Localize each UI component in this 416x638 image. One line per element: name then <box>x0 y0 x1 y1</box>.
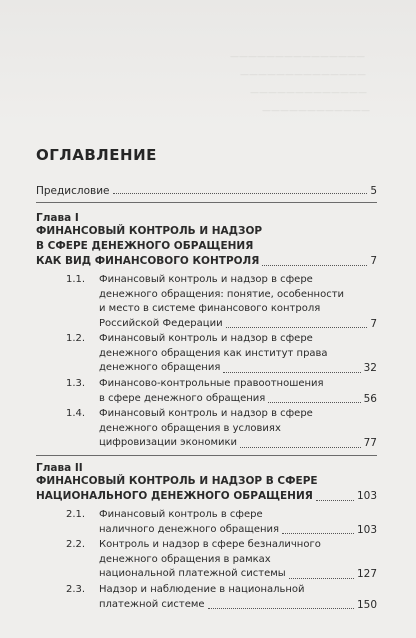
chapter-title[interactable] <box>36 224 377 269</box>
section-line: Финансовый контроль и надзор в сфере <box>99 333 313 344</box>
entry-page: 150 <box>356 598 377 611</box>
dot-leader <box>282 533 354 534</box>
section-line: Финансовый контроль в сфере <box>99 509 263 520</box>
section-number: 2.1. <box>66 509 86 520</box>
dot-leader <box>289 578 354 579</box>
chapter-title-line: ФИНАНСОВЫЙ КОНТРОЛЬ И НАДЗОР В СФЕРЕ <box>36 475 318 487</box>
entry-page: 127 <box>356 568 377 580</box>
section-number: 2.3. <box>66 584 86 595</box>
toc-entry-preface[interactable] <box>36 185 377 197</box>
section-line: наличного денежного обращения <box>99 523 280 535</box>
entry-page: 103 <box>356 490 377 502</box>
section-number: 1.1. <box>66 274 86 285</box>
entry-page: 5 <box>370 185 377 197</box>
entry-page: 103 <box>356 523 377 536</box>
dot-leader <box>262 265 367 266</box>
section-line: Финансовый контроль и надзор в сфере <box>99 408 313 419</box>
section-line: Финансовый контроль и надзор в сфере <box>99 274 313 285</box>
chapter-title[interactable] <box>36 474 377 504</box>
section-line: платежной системе <box>99 598 205 610</box>
section-line: и место в системе финансового контроля <box>99 303 321 314</box>
section-number: 1.2. <box>66 333 86 344</box>
section-line: цифровизации экономики <box>99 437 238 448</box>
show-through-text: ————————————— <box>250 88 367 98</box>
chapter-title-line: НАЦИОНАЛЬНОГО ДЕНЕЖНОГО ОБРАЩЕНИЯ <box>36 490 313 502</box>
divider <box>36 202 377 203</box>
chapter-title-line: ФИНАНСОВЫЙ КОНТРОЛЬ И НАДЗОР <box>36 225 263 237</box>
entry-page: 77 <box>363 437 377 449</box>
entry-page: 7 <box>370 255 377 267</box>
entry-page: 32 <box>363 362 377 374</box>
divider <box>36 455 377 456</box>
entry-label: Предисловие <box>36 185 110 197</box>
dot-leader <box>226 327 368 328</box>
dot-leader <box>316 500 354 501</box>
entry-page: 56 <box>363 392 377 405</box>
dot-leader <box>208 608 354 609</box>
dot-leader <box>268 402 360 403</box>
show-through-text: —————————————— <box>240 70 366 80</box>
section-line: денежного обращения как институт права <box>99 347 328 359</box>
section-number: 1.4. <box>66 408 86 419</box>
entry-page: 7 <box>370 317 377 330</box>
show-through-text: ——————————————— <box>230 52 365 62</box>
dot-leader <box>240 447 361 448</box>
section-line: денежного обращения: понятие, особенности <box>99 288 345 300</box>
section-line: Финансово-контрольные правоотношения <box>99 378 324 389</box>
dot-leader <box>113 193 368 194</box>
section-number: 2.2. <box>66 539 86 550</box>
section-line: денежного обращения <box>99 362 221 373</box>
section-line: денежного обращения в условиях <box>99 422 281 434</box>
chapter-title-line: КАК ВИД ФИНАНСОВОГО КОНТРОЛЯ <box>36 255 260 267</box>
show-through-text: ———————————— <box>262 106 370 116</box>
section-line: Контроль и надзор в сфере безналичного <box>99 539 321 550</box>
chapter-label: Глава I <box>36 212 79 224</box>
chapter-title-line: В СФЕРЕ ДЕНЕЖНОГО ОБРАЩЕНИЯ <box>36 240 254 252</box>
section-line: Надзор и наблюдение в национальной <box>99 584 305 595</box>
section-line: национальной платежной системы <box>99 568 286 579</box>
dot-leader <box>223 372 360 373</box>
section-line: Российской Федерации <box>99 317 223 329</box>
page-title: ОГЛАВЛЕНИЕ <box>36 146 157 164</box>
chapter-label: Глава II <box>36 462 83 474</box>
section-number: 1.3. <box>66 378 86 389</box>
section-line: денежного обращения в рамках <box>99 553 271 565</box>
section-line: в сфере денежного обращения <box>99 392 266 404</box>
